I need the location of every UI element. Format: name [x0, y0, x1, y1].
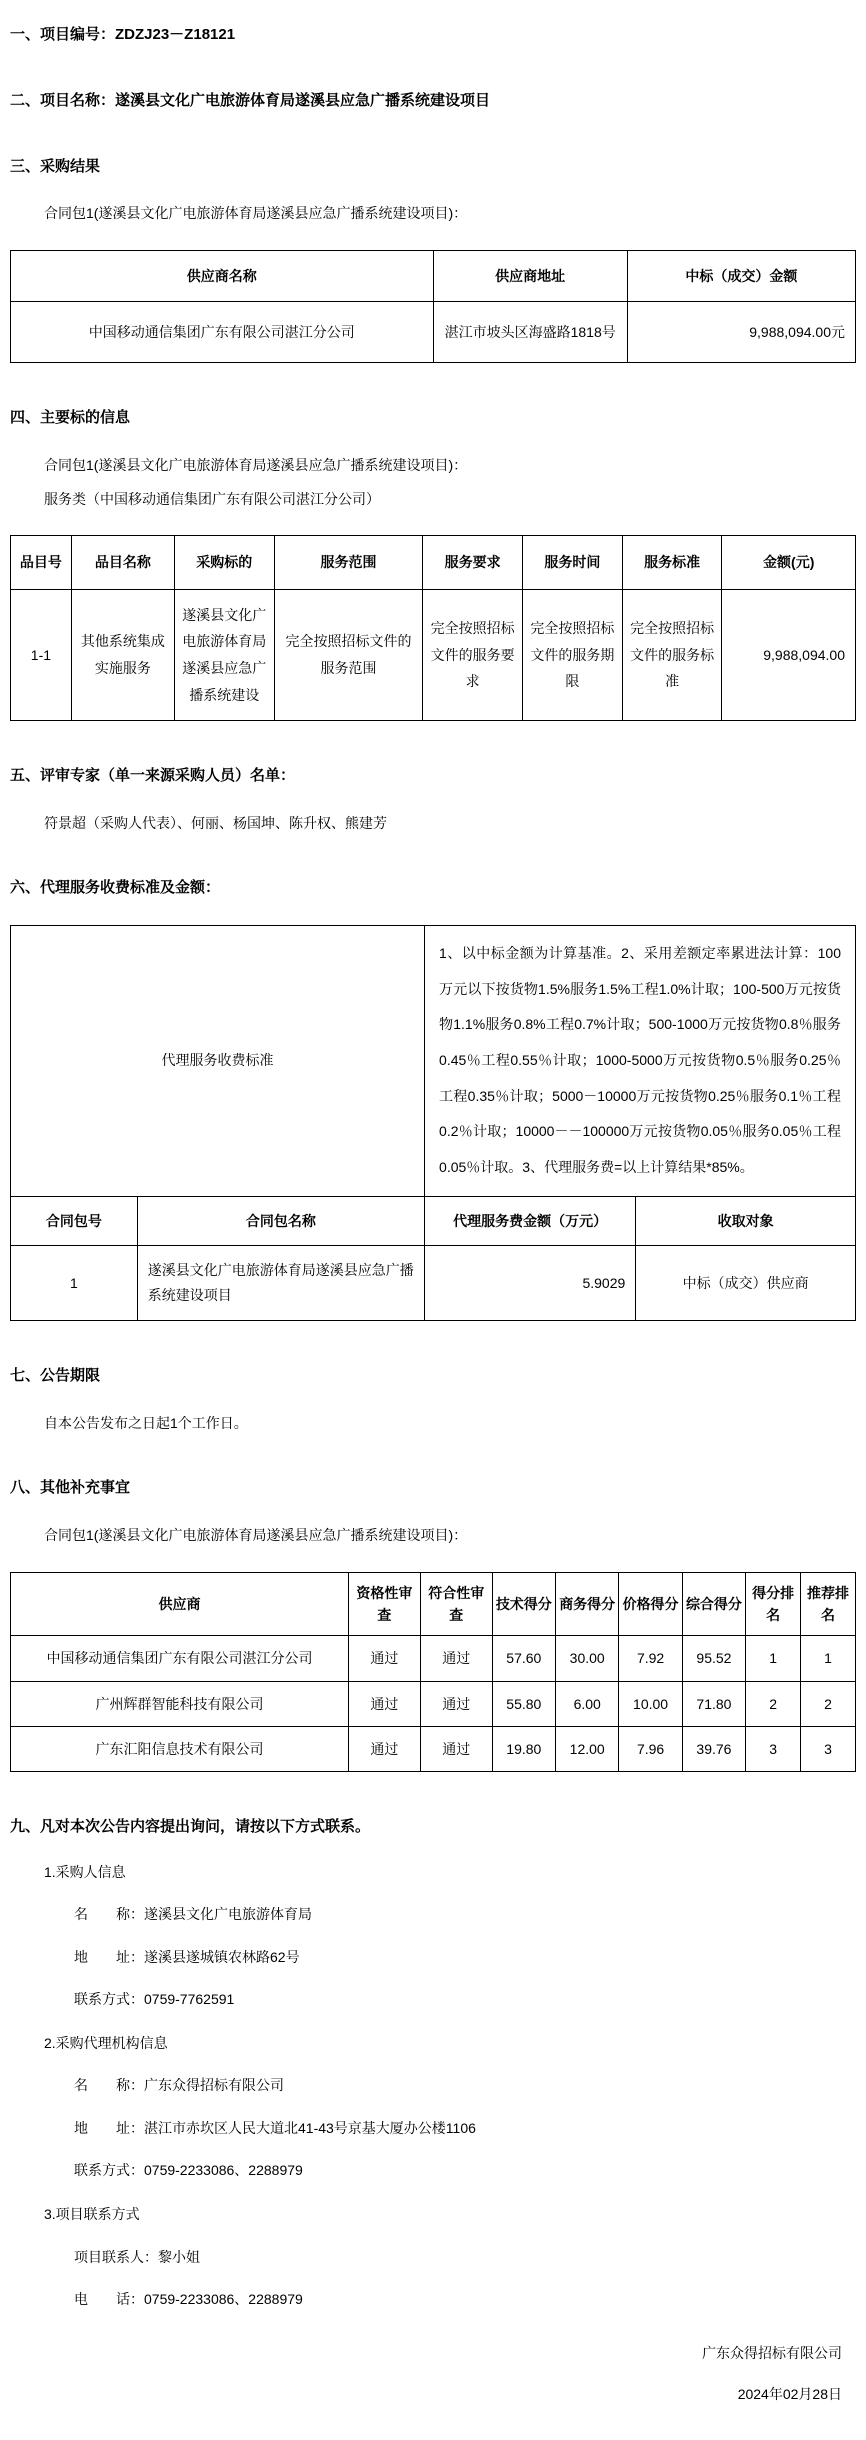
header-technical-score: 技术得分 — [492, 1572, 555, 1636]
header-item-name: 品目名称 — [71, 536, 174, 589]
technical-score-cell: 55.80 — [492, 1681, 555, 1726]
technical-score-cell: 57.60 — [492, 1636, 555, 1681]
conformity-cell: 通过 — [420, 1636, 492, 1681]
header-supplier-name: 供应商名称 — [11, 250, 434, 301]
purchaser-address-line: 地 址：遂溪县遂城镇农林路62号 — [74, 1948, 300, 1965]
header-amount: 金额(元) — [722, 536, 856, 589]
project-contact-line: 项目联系人：黎小姐 — [74, 2248, 200, 2265]
subject-table-header-row — [11, 536, 856, 589]
procurement-subject-cell: 遂溪县文化广电旅游体育局遂溪县应急广播系统建设 — [174, 589, 274, 720]
footer-company: 广东众得招标有限公司 — [702, 2345, 842, 2362]
service-standard-cell: 完全按照招标文件的服务标准 — [622, 589, 722, 720]
business-score-cell: 12.00 — [556, 1726, 619, 1771]
header-business-score: 商务得分 — [556, 1572, 619, 1636]
section-9-heading: 九、凡对本次公告内容提出询问，请按以下方式联系。 — [10, 1818, 371, 1836]
header-conformity-review: 符合性审查 — [420, 1572, 492, 1636]
header-supplier: 供应商 — [11, 1572, 349, 1636]
total-score-cell: 71.80 — [682, 1681, 745, 1726]
notice-period-text: 自本公告发布之日起1个工作日。 — [44, 1415, 248, 1432]
recommend-rank-cell: 3 — [801, 1726, 856, 1771]
header-package-no: 合同包号 — [11, 1196, 138, 1245]
business-score-cell: 6.00 — [556, 1681, 619, 1726]
conformity-cell: 通过 — [420, 1726, 492, 1771]
header-package-name: 合同包名称 — [137, 1196, 424, 1245]
recommend-rank-cell: 2 — [801, 1681, 856, 1726]
section-4-heading: 四、主要标的信息 — [10, 409, 131, 427]
expert-names: 符景超（采购人代表）、何丽、杨国坤、陈升权、熊建芳 — [44, 814, 387, 831]
section-2-heading: 二、项目名称：遂溪县文化广电旅游体育局遂溪县应急广播系统建设项目 — [10, 91, 491, 109]
header-service-scope: 服务范围 — [274, 536, 423, 589]
business-score-cell: 30.00 — [556, 1636, 619, 1681]
score-rank-cell: 1 — [746, 1636, 801, 1681]
purchaser-name-line: 名 称：遂溪县文化广电旅游体育局 — [74, 1906, 312, 1923]
header-score-rank: 得分排名 — [746, 1572, 801, 1636]
agency-name-line: 名 称：广东众得招标有限公司 — [74, 2077, 284, 2094]
conformity-cell: 通过 — [420, 1681, 492, 1726]
header-price-score: 价格得分 — [619, 1572, 682, 1636]
subject-table — [10, 535, 856, 721]
section-4-package-line: 合同包1(遂溪县文化广电旅游体育局遂溪县应急广播系统建设项目)： — [44, 456, 468, 473]
recommend-rank-cell: 1 — [801, 1636, 856, 1681]
score-rank-cell: 2 — [746, 1681, 801, 1726]
agency-address-line: 地 址：湛江市赤坎区人民大道北41-43号京基大厦办公楼1106 — [74, 2119, 476, 2136]
item-name-cell: 其他系统集成实施服务 — [71, 589, 174, 720]
qualification-cell: 通过 — [349, 1636, 421, 1681]
score-table-row — [11, 1636, 856, 1681]
header-award-amount: 中标（成交）金额 — [627, 250, 855, 301]
supplier-cell: 中国移动通信集团广东有限公司湛江分公司 — [11, 1636, 349, 1681]
section-3-package-line: 合同包1(遂溪县文化广电旅游体育局遂溪县应急广播系统建设项目)： — [44, 205, 468, 222]
qualification-cell: 通过 — [349, 1681, 421, 1726]
header-procurement-subject: 采购标的 — [174, 536, 274, 589]
price-score-cell: 7.92 — [619, 1636, 682, 1681]
result-table-row — [11, 301, 856, 362]
score-table-row — [11, 1681, 856, 1726]
header-service-standard: 服务标准 — [622, 536, 722, 589]
agency-info-heading: 2.采购代理机构信息 — [44, 2035, 168, 2052]
header-total-score: 综合得分 — [682, 1572, 745, 1636]
header-service-time: 服务时间 — [523, 536, 623, 589]
header-service-requirement: 服务要求 — [423, 536, 523, 589]
score-table-row — [11, 1726, 856, 1771]
fee-standard-text-cell: 1、以中标金额为计算基准。2、采用差额定率累进法计算：100万元以下按货物1.5%服务1.5%工程1.0%计取；100-500万元按货物1.1%服务0.8%工程0.7%计取；500-1000万元按货物0.8％服务0.45％工程0.55％计取；1000-5000万元按货物0.5％服务0.25％工程0.35％计取；5000－10000万元按货物0.25％服务0.1％工程0.2％计取；10000－－100000万元按货物0.05％服务0.05％工程0.05％计取。3、代理服务费=以上计算结果*85%。 — [425, 925, 856, 1196]
section-1-heading: 一、项目编号：ZDZJ23－Z18121 — [10, 26, 236, 43]
header-fee-payer: 收取对象 — [636, 1196, 856, 1245]
package-name-cell: 遂溪县文化广电旅游体育局遂溪县应急广播系统建设项目 — [137, 1246, 424, 1321]
header-recommend-rank: 推荐排名 — [801, 1572, 856, 1636]
header-item-no: 品目号 — [11, 536, 72, 589]
service-requirement-cell: 完全按照招标文件的服务要求 — [423, 589, 523, 720]
qualification-cell: 通过 — [349, 1726, 421, 1771]
supplier-name-cell: 中国移动通信集团广东有限公司湛江分公司 — [11, 301, 434, 362]
item-no-cell: 1-1 — [11, 589, 72, 720]
header-supplier-address: 供应商地址 — [433, 250, 627, 301]
supplier-cell: 广州辉群智能科技有限公司 — [11, 1681, 349, 1726]
section-3-heading: 三、采购结果 — [10, 157, 101, 175]
section-8-package-line: 合同包1(遂溪县文化广电旅游体育局遂溪县应急广播系统建设项目)： — [44, 1527, 468, 1544]
header-fee-amount: 代理服务费金额（万元） — [425, 1196, 636, 1245]
header-qualification-review: 资格性审查 — [349, 1572, 421, 1636]
footer-date: 2024年02月28日 — [737, 2385, 842, 2402]
section-8-heading: 八、其他补充事宜 — [10, 1479, 131, 1497]
subject-table-row — [11, 589, 856, 720]
agency-phone-line: 联系方式：0759-2233086、2288979 — [74, 2162, 303, 2179]
score-table-header-row — [11, 1572, 856, 1636]
score-table — [10, 1572, 856, 1773]
supplier-cell: 广东汇阳信息技术有限公司 — [11, 1726, 349, 1771]
result-table-header-row — [11, 250, 856, 301]
project-contact-heading: 3.项目联系方式 — [44, 2206, 140, 2223]
amount-cell: 9,988,094.00 — [722, 589, 856, 720]
service-scope-cell: 完全按照招标文件的服务范围 — [274, 589, 423, 720]
score-rank-cell: 3 — [746, 1726, 801, 1771]
award-amount-cell: 9,988,094.00元 — [627, 301, 855, 362]
fee-payer-cell: 中标（成交）供应商 — [636, 1246, 856, 1321]
purchaser-info-heading: 1.采购人信息 — [44, 1863, 126, 1880]
technical-score-cell: 19.80 — [492, 1726, 555, 1771]
result-table — [10, 250, 856, 364]
section-7-heading: 七、公告期限 — [10, 1367, 101, 1385]
fee-amount-cell: 5.9029 — [425, 1246, 636, 1321]
purchaser-phone-line: 联系方式：0759-7762591 — [74, 1990, 235, 2007]
fee-standard-label-cell: 代理服务收费标准 — [11, 925, 425, 1196]
section-6-heading: 六、代理服务收费标准及金额： — [10, 879, 221, 897]
fee-table-row — [11, 1246, 856, 1321]
total-score-cell: 95.52 — [682, 1636, 745, 1681]
total-score-cell: 39.76 — [682, 1726, 745, 1771]
service-time-cell: 完全按照招标文件的服务期限 — [523, 589, 623, 720]
fee-standard-row — [11, 925, 856, 1196]
supplier-address-cell: 湛江市坡头区海盛路1818号 — [433, 301, 627, 362]
price-score-cell: 10.00 — [619, 1681, 682, 1726]
price-score-cell: 7.96 — [619, 1726, 682, 1771]
section-5-heading: 五、评审专家（单一来源采购人员）名单： — [10, 767, 296, 785]
section-4-service-line: 服务类（中国移动通信集团广东有限公司湛江分公司） — [44, 491, 380, 508]
project-phone-line: 电 话：0759-2233086、2288979 — [74, 2290, 303, 2307]
package-no-cell: 1 — [11, 1246, 138, 1321]
fee-table-header-row — [11, 1196, 856, 1245]
agency-fee-table — [10, 925, 856, 1321]
